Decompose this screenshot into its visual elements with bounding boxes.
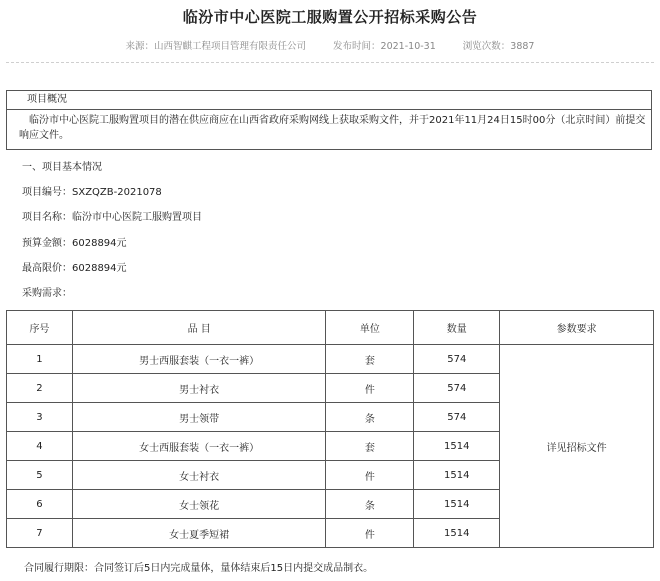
publish-time: 发布时间：2021-10-31 [333, 41, 436, 52]
cell-item: 女士夏季短裙 [72, 519, 326, 548]
cell-no: 7 [7, 519, 73, 548]
contract-period: 合同履行期限：合同签订后5日内完成量体，量体结束后15日内提交成品制衣。 [24, 563, 374, 574]
section-title: 一、项目基本情况 [22, 162, 102, 173]
page-title: 临汾市中心医院工服购置公开招标采购公告 [182, 8, 478, 26]
cell-params: 详见招标文件 [500, 345, 654, 548]
cell-item: 女士西服套装（一衣一裤） [72, 432, 326, 461]
project-name: 项目名称：临汾市中心医院工服购置项目 [22, 212, 202, 223]
max-price: 最高限价：6028894元 [22, 263, 127, 274]
cell-no: 3 [7, 403, 73, 432]
cell-unit: 套 [326, 432, 414, 461]
header-no: 序号 [7, 311, 73, 345]
cell-no: 1 [7, 345, 73, 374]
cell-unit: 件 [326, 519, 414, 548]
table-row [7, 345, 654, 374]
cell-qty: 1514 [414, 432, 500, 461]
cell-no: 5 [7, 461, 73, 490]
budget-amount: 预算金额：6028894元 [22, 238, 127, 249]
cell-qty: 1514 [414, 519, 500, 548]
article-meta [0, 38, 660, 52]
procurement-table [6, 310, 654, 548]
cell-item: 女士衬衣 [72, 461, 326, 490]
table-header-row [7, 311, 654, 345]
cell-no: 4 [7, 432, 73, 461]
cell-item: 男士衬衣 [72, 374, 326, 403]
cell-unit: 条 [326, 403, 414, 432]
overview-text: 临汾市中心医院工服购置项目的潜在供应商应在山西省政府采购网线上获取采购文件，并于2021年11月24日15时00分（北京时间）前提交响应文件。 [19, 115, 646, 141]
cell-unit: 套 [326, 345, 414, 374]
cell-qty: 574 [414, 345, 500, 374]
header-unit: 单位 [326, 311, 414, 345]
cell-no: 2 [7, 374, 73, 403]
source-text: 来源：山西智麒工程项目管理有限责任公司 [125, 41, 307, 52]
overview-box [6, 90, 652, 150]
cell-qty: 1514 [414, 461, 500, 490]
project-number: 项目编号：SXZQZB-2021078 [22, 187, 162, 198]
view-count: 浏览次数：3887 [462, 41, 535, 52]
cell-item: 女士领花 [72, 490, 326, 519]
cell-no: 6 [7, 490, 73, 519]
cell-unit: 件 [326, 461, 414, 490]
overview-heading: 项目概况 [7, 91, 651, 110]
header-qty: 数量 [414, 311, 500, 345]
header-params: 参数要求 [500, 311, 654, 345]
cell-item: 男士西服套装（一衣一裤） [72, 345, 326, 374]
cell-qty: 574 [414, 374, 500, 403]
divider [6, 62, 654, 63]
cell-unit: 件 [326, 374, 414, 403]
header-item: 品 目 [72, 311, 326, 345]
cell-unit: 条 [326, 490, 414, 519]
cell-item: 男士领带 [72, 403, 326, 432]
cell-qty: 574 [414, 403, 500, 432]
procurement-demand-label: 采购需求： [22, 288, 72, 299]
cell-qty: 1514 [414, 490, 500, 519]
